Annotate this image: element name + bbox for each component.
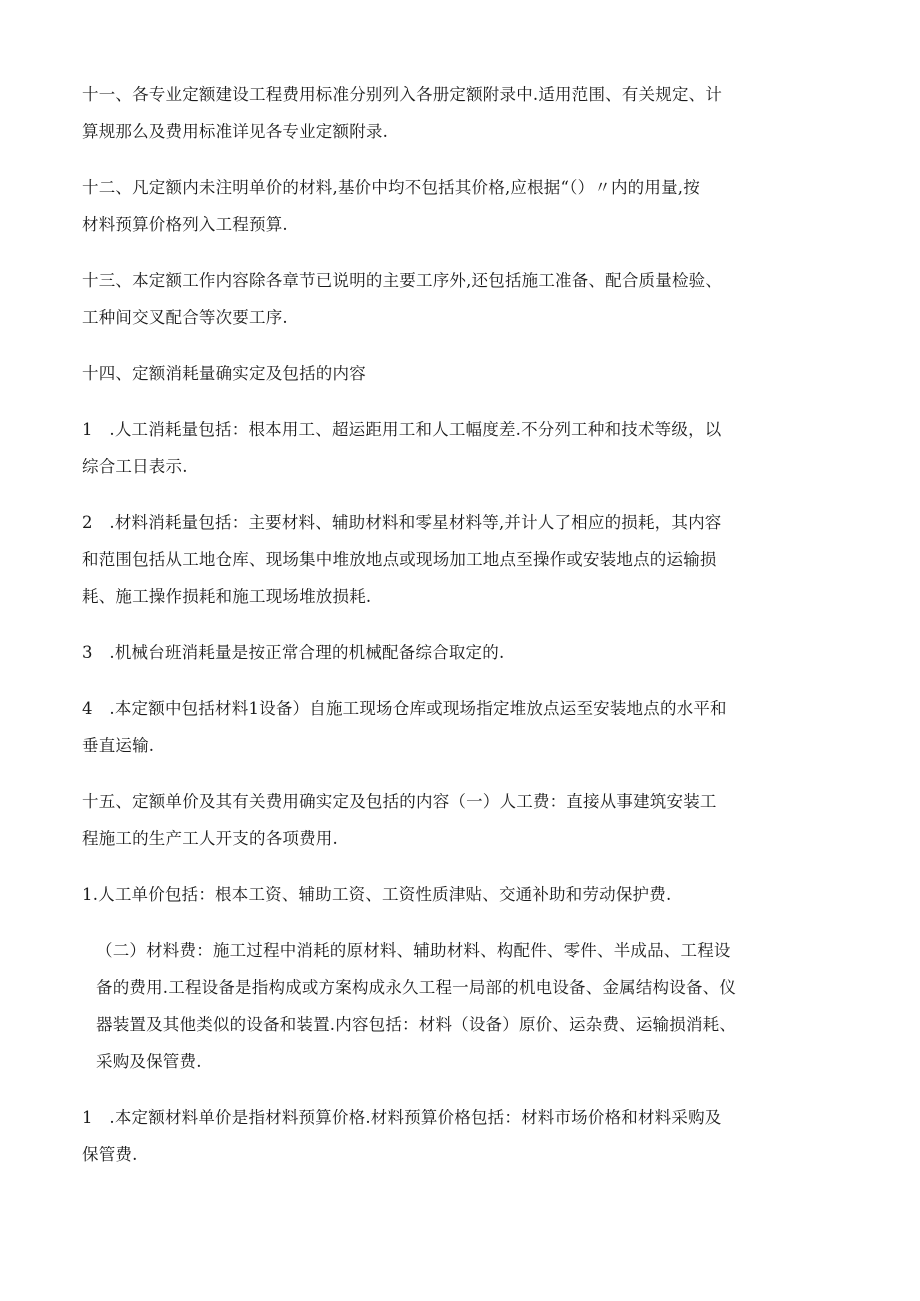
text-line: 1 .人工消耗量包括：根本用工、超运距用工和人工幅度差.不分列工种和技术等级，以 xyxy=(82,420,722,439)
text-line: 耗、施工操作损耗和施工现场堆放损耗. xyxy=(82,587,372,606)
document-body xyxy=(82,76,744,1192)
text-line: 十一、各专业定额建设工程费用标准分别列入各册定额附录中.适用范围、有关规定、计 xyxy=(82,85,723,104)
text-line: 综合工日表示. xyxy=(82,457,188,476)
paragraph-14-heading xyxy=(82,355,744,392)
paragraph-11 xyxy=(82,76,744,150)
text-line: 材料预算价格列入工程预算. xyxy=(82,215,288,234)
text-line: 垂直运输. xyxy=(82,736,155,755)
text-line: 十三、本定额工作内容除各章节已说明的主要工序外,还包括施工准备、配合质量检验、 xyxy=(82,271,723,290)
text-line: 1.人工单价包括：根本工资、辅助工资、工资性质津贴、交通补助和劳动保护费. xyxy=(82,885,672,904)
paragraph-13 xyxy=(82,262,744,336)
text-line: 十四、定额消耗量确实定及包括的内容 xyxy=(82,364,366,383)
text-line: 工种间交叉配合等次要工序. xyxy=(82,308,288,327)
list-item-1-labor xyxy=(82,411,744,485)
text-line: 2 .材料消耗量包括：主要材料、辅助材料和零星材料等,并计人了相应的损耗，其内容 xyxy=(82,513,722,532)
paragraph-12 xyxy=(82,169,744,243)
text-line: 1 .本定额材料单价是指材料预算价格.材料预算价格包括：材料市场价格和材料采购及 xyxy=(82,1108,722,1127)
text-line: 采购及保管费. xyxy=(96,1052,202,1071)
list-item-4-transport xyxy=(82,690,744,764)
text-line: 保管费. xyxy=(82,1145,138,1164)
text-line: 器装置及其他类似的设备和装置.内容包括：材料（设备）原价、运杂费、运输损消耗、 xyxy=(96,1015,737,1034)
list-item-material-unit-price xyxy=(82,1099,744,1173)
text-line: 算规那么及费用标准详见各专业定额附录. xyxy=(82,122,389,141)
list-item-2-materials xyxy=(82,504,744,615)
text-line: 3 .机械台班消耗量是按正常合理的机械配备综合取定的. xyxy=(82,643,505,662)
text-line: 十五、定额单价及其有关费用确实定及包括的内容（一）人工费：直接从事建筑安装工 xyxy=(82,792,717,811)
paragraph-material-cost xyxy=(82,932,744,1080)
text-line: 备的费用.工程设备是指构成或方案构成永久工程一局部的机电设备、金属结构设备、仪 xyxy=(96,978,737,997)
list-item-labor-unit-price xyxy=(82,876,744,913)
text-line: 和范围包括从工地仓库、现场集中堆放地点或现场加工地点至操作或安装地点的运输损 xyxy=(82,550,717,569)
text-line: 4 .本定额中包括材料1设备）自施工现场仓库或现场指定堆放点运至安装地点的水平和 xyxy=(82,699,727,718)
text-line: 程施工的生产工人开支的各项费用. xyxy=(82,829,338,848)
paragraph-15 xyxy=(82,783,744,857)
text-line: （二）材料费：施工过程中消耗的原材料、辅助材料、构配件、零件、半成品、工程设 xyxy=(96,941,731,960)
list-item-3-machinery xyxy=(82,634,744,671)
text-line: 十二、凡定额内未注明单价的材料,基价中均不包括其价格,应根据“（）〃内的用量,按 xyxy=(82,178,700,197)
